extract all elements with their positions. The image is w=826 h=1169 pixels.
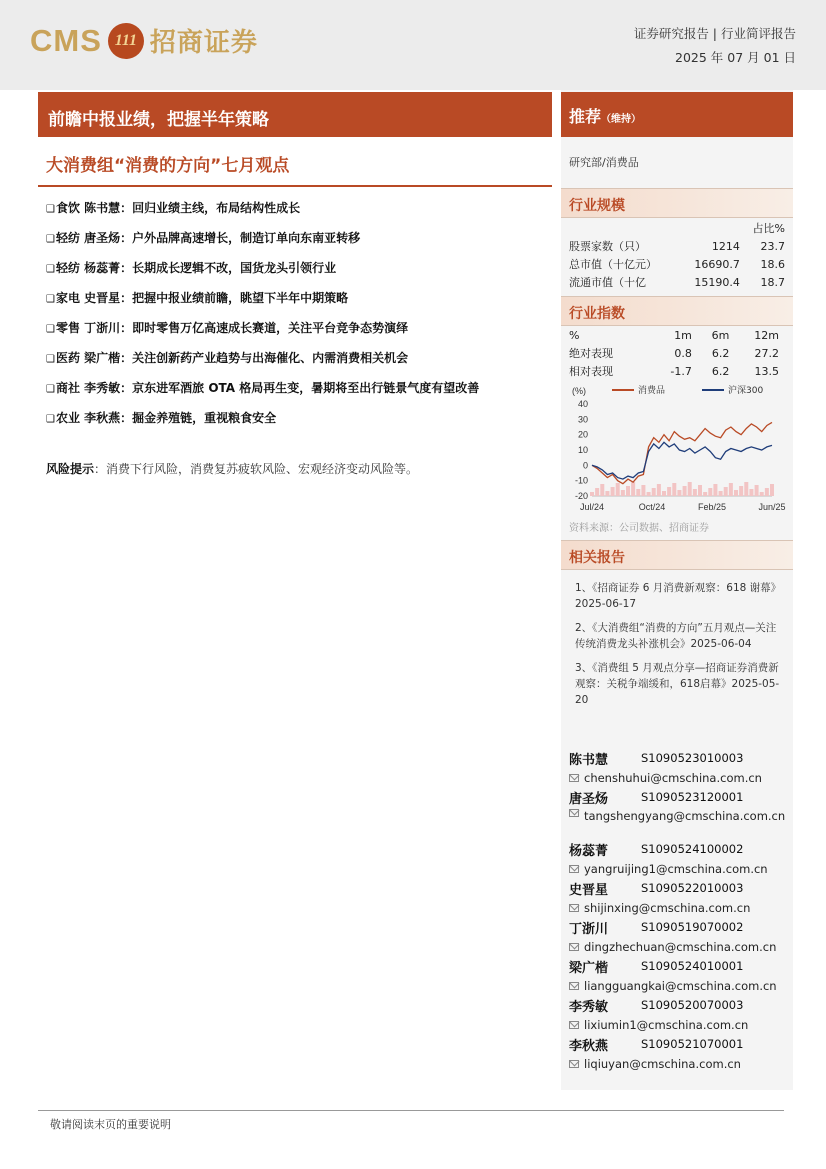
table-row bbox=[567, 344, 781, 362]
x-tick-label: Jun/25 bbox=[758, 502, 786, 512]
analyst-email-row bbox=[569, 1054, 789, 1073]
sector-text: 医药 梁广楷：关注创新药产业趋势与出海催化、内需消费相关机会 bbox=[55, 351, 409, 365]
row-label: 总市值（十亿元） bbox=[569, 258, 657, 271]
col-header: 12m bbox=[754, 329, 779, 342]
bullet-icon: ❑ bbox=[46, 294, 55, 305]
section-title-scale: 行业规模 bbox=[561, 188, 793, 218]
analyst-email[interactable]: dingzhechuan@cmschina.com.cn bbox=[584, 939, 777, 954]
risk-warning bbox=[46, 460, 418, 477]
volume-bar bbox=[755, 485, 759, 496]
volume-bar bbox=[621, 490, 625, 496]
sector-text: 轻纺 唐圣炀：户外品牌高速增长，制造订单向东南亚转移 bbox=[55, 231, 361, 245]
legend-label: 沪深300 bbox=[728, 386, 764, 396]
y-tick-label: -20 bbox=[574, 491, 588, 501]
analyst-email-row bbox=[569, 1015, 789, 1034]
analyst-cert: S1090524100002 bbox=[641, 842, 744, 856]
volume-bar bbox=[765, 488, 769, 496]
volume-bar bbox=[708, 488, 712, 496]
volume-bar bbox=[626, 486, 630, 496]
analyst-name: 李秋燕 bbox=[569, 1038, 609, 1054]
related-report-item: 3、《消费组 5 月观点分享—招商证券消费新观察：关税争端缓和，618启幕》2025-05-20 bbox=[575, 662, 780, 706]
analyst-name-row bbox=[569, 956, 789, 976]
analyst-name: 史晋星 bbox=[569, 882, 609, 898]
volume-bar bbox=[739, 486, 743, 496]
mail-icon bbox=[569, 774, 579, 782]
volume-bar bbox=[760, 492, 764, 496]
main-banner-title: 前瞻中报业绩，把握半年策略 bbox=[38, 92, 552, 137]
footer-divider bbox=[38, 1110, 784, 1111]
volume-bar bbox=[647, 492, 651, 496]
volume-bar bbox=[605, 491, 609, 496]
table-row bbox=[567, 273, 787, 291]
analyst-email-row bbox=[569, 807, 789, 839]
volume-bar bbox=[652, 488, 656, 496]
sector-item bbox=[46, 408, 546, 430]
analyst-name: 梁广楷 bbox=[569, 960, 609, 976]
col-header: 1m bbox=[674, 329, 692, 342]
series-line bbox=[592, 422, 772, 483]
footer-note: 敬请阅读末页的重要说明 bbox=[50, 1118, 171, 1131]
company-logo bbox=[30, 22, 258, 59]
sector-item bbox=[46, 378, 546, 400]
sector-text: 商社 李秀敏：京东进军酒旅 OTA 格局再生变，暑期将至出行链景气度有望改善 bbox=[55, 381, 480, 395]
mail-icon bbox=[569, 943, 579, 951]
scale-table bbox=[567, 219, 787, 291]
cell: -1.7 bbox=[670, 364, 692, 378]
analyst-cert: S1090521070001 bbox=[641, 1037, 744, 1051]
bullet-icon: ❑ bbox=[46, 354, 55, 365]
volume-bar bbox=[724, 487, 728, 496]
analyst-email-row bbox=[569, 937, 789, 956]
sector-item bbox=[46, 198, 546, 220]
analyst-cert: S1090524010001 bbox=[641, 959, 744, 973]
cell: 13.5 bbox=[754, 364, 779, 378]
chart-source: 资料来源：公司数据、招商证券 bbox=[569, 523, 709, 534]
sector-text: 家电 史晋星：把握中报业绩前瞻，眺望下半年中期策略 bbox=[55, 291, 349, 305]
logo-cn: 招商证券 bbox=[149, 28, 258, 58]
report-date: 2025 年 07 月 01 日 bbox=[675, 50, 796, 65]
row-pct: 18.7 bbox=[760, 275, 785, 289]
index-chart bbox=[562, 380, 792, 520]
table-row bbox=[567, 255, 787, 273]
scale-header: 占比% bbox=[752, 222, 785, 235]
sector-text: 食饮 陈书慧：回归业绩主线，布局结构性成长 bbox=[55, 201, 301, 215]
mail-icon bbox=[569, 865, 579, 873]
rating-note: （维持） bbox=[601, 114, 642, 125]
table-header bbox=[567, 327, 781, 344]
mail-icon bbox=[569, 1060, 579, 1068]
volume-bar bbox=[744, 482, 748, 496]
volume-bar bbox=[729, 483, 733, 496]
logo-latin: CMS bbox=[30, 22, 102, 58]
volume-bar bbox=[667, 487, 671, 496]
bullet-icon: ❑ bbox=[46, 204, 55, 215]
section-title-related: 相关报告 bbox=[561, 540, 793, 570]
analyst-email[interactable]: yangruijing1@cmschina.com.cn bbox=[584, 861, 768, 876]
volume-bar bbox=[713, 484, 717, 496]
y-tick-label: 0 bbox=[582, 460, 588, 471]
volume-bar bbox=[657, 484, 661, 496]
analyst-email-row bbox=[569, 898, 789, 917]
row-value: 15190.4 bbox=[694, 275, 740, 289]
analyst-name: 陈书慧 bbox=[569, 752, 609, 768]
analyst-email[interactable]: chenshuhui@cmschina.com.cn bbox=[584, 770, 762, 785]
legend-label: 消费品 bbox=[638, 386, 666, 396]
analyst-email-row bbox=[569, 976, 789, 995]
y-tick-label: -10 bbox=[574, 475, 588, 486]
y-tick-label: 30 bbox=[577, 414, 588, 425]
row-label: 相对表现 bbox=[569, 365, 613, 378]
sector-item bbox=[46, 228, 546, 250]
analyst-name-row bbox=[569, 917, 789, 937]
bullet-icon: ❑ bbox=[46, 234, 55, 245]
row-value: 16690.7 bbox=[694, 257, 740, 271]
volume-bar bbox=[636, 489, 640, 496]
volume-bar bbox=[616, 483, 620, 496]
analyst-name: 杨蕊菁 bbox=[569, 843, 609, 859]
volume-bar bbox=[595, 488, 599, 496]
volume-bar bbox=[641, 485, 645, 496]
analyst-email[interactable]: liangguangkai@cmschina.com.cn bbox=[584, 978, 777, 993]
report-type: 证券研究报告 | 行业简评报告 bbox=[633, 26, 796, 41]
header-meta bbox=[634, 22, 796, 70]
x-tick-label: Jul/24 bbox=[579, 502, 605, 512]
index-chart-svg bbox=[562, 380, 792, 520]
bullet-icon: ❑ bbox=[46, 324, 55, 335]
volume-bar bbox=[600, 484, 604, 496]
bullet-icon: ❑ bbox=[46, 264, 55, 275]
analyst-name-row bbox=[569, 878, 789, 898]
analyst-name-row bbox=[569, 748, 789, 768]
volume-bar bbox=[698, 485, 702, 496]
row-value: 1214 bbox=[711, 239, 740, 253]
related-report-item: 1、《招商证券 6 月消费新观察：618 谢幕》2025-06-17 bbox=[575, 582, 782, 610]
volume-bar bbox=[611, 487, 615, 496]
cell: 0.8 bbox=[674, 346, 692, 360]
mail-icon bbox=[569, 1021, 579, 1029]
analyst-name-row bbox=[569, 1034, 789, 1054]
y-tick-label: 40 bbox=[577, 399, 588, 409]
series-line bbox=[592, 442, 772, 479]
y-axis-label: (%) bbox=[572, 386, 586, 396]
divider bbox=[38, 185, 552, 187]
volume-bar bbox=[677, 490, 681, 496]
table-row bbox=[567, 362, 781, 380]
volume-bar bbox=[631, 482, 635, 496]
index-table bbox=[567, 327, 781, 380]
analyst-name-row bbox=[569, 995, 789, 1015]
analyst-cert: S1090523120001 bbox=[641, 790, 744, 804]
y-tick-label: 10 bbox=[577, 445, 588, 455]
cell: 27.2 bbox=[754, 346, 779, 360]
cell: 6.2 bbox=[711, 346, 730, 360]
related-reports bbox=[575, 580, 785, 716]
sector-item bbox=[46, 348, 546, 370]
row-label: 绝对表现 bbox=[569, 347, 613, 360]
analyst-name: 唐圣炀 bbox=[569, 791, 609, 807]
volume-bar bbox=[703, 492, 707, 496]
volume-bar bbox=[590, 492, 594, 496]
sector-list bbox=[46, 198, 546, 438]
volume-bar bbox=[688, 482, 692, 496]
table-row bbox=[567, 237, 787, 255]
main-subtitle: 大消费组“消费的方向”七月观点 bbox=[46, 156, 290, 176]
rating: 推荐 bbox=[569, 107, 602, 126]
volume-bar bbox=[770, 484, 774, 496]
analyst-email[interactable]: tangshengyang@cmschina.com.cn bbox=[584, 809, 786, 823]
volume-bar bbox=[734, 490, 738, 496]
sector-text: 轻纺 杨蕊菁：长期成长逻辑不改，国货龙头引领行业 bbox=[55, 261, 337, 275]
analyst-cert: S1090520070003 bbox=[641, 998, 744, 1012]
rating-banner bbox=[561, 92, 793, 137]
analyst-email[interactable]: lixiumin1@cmschina.com.cn bbox=[584, 1017, 749, 1032]
col-header: % bbox=[569, 329, 580, 342]
analyst-cert: S1090523010003 bbox=[641, 751, 744, 765]
logo-mark-icon: 111 bbox=[108, 23, 144, 59]
volume-bar bbox=[672, 483, 676, 496]
volume-bar bbox=[683, 486, 687, 496]
analyst-name-row bbox=[569, 787, 789, 807]
sector-item bbox=[46, 258, 546, 280]
sector-item bbox=[46, 288, 546, 310]
x-tick-label: Oct/24 bbox=[638, 502, 666, 512]
mail-icon bbox=[569, 982, 579, 990]
risk-text: ：消费下行风险，消费复苏疲软风险、宏观经济变动风险等。 bbox=[94, 462, 419, 476]
analyst-name: 李秀敏 bbox=[569, 999, 609, 1015]
analyst-email-row bbox=[569, 768, 789, 787]
analyst-email[interactable]: shijinxing@cmschina.com.cn bbox=[584, 900, 751, 915]
risk-label: 风险提示 bbox=[46, 462, 95, 476]
sector-text: 农业 李秋燕：掘金养殖链，重视粮食安全 bbox=[55, 411, 277, 425]
volume-bar bbox=[693, 489, 697, 496]
cell: 6.2 bbox=[711, 364, 730, 378]
sector-text: 零售 丁浙川：即时零售万亿高速成长赛道，关注平台竞争态势演绎 bbox=[55, 321, 409, 335]
analyst-name: 丁浙川 bbox=[569, 921, 609, 937]
analyst-email-row bbox=[569, 859, 789, 878]
row-pct: 23.7 bbox=[760, 239, 785, 253]
volume-bar bbox=[719, 491, 723, 496]
col-header: 6m bbox=[711, 329, 730, 342]
analyst-list bbox=[569, 748, 789, 1073]
mail-icon bbox=[569, 904, 579, 912]
row-label: 流通市值（十亿 bbox=[569, 276, 646, 289]
row-pct: 18.6 bbox=[760, 257, 785, 271]
analyst-name-row bbox=[569, 839, 789, 859]
department: 研究部/消费品 bbox=[569, 156, 639, 169]
sector-item bbox=[46, 318, 546, 340]
y-tick-label: 20 bbox=[577, 429, 588, 440]
related-report-item: 2、《大消费组“消费的方向”五月观点—关注传统消费龙头补涨机会》2025-06-04 bbox=[575, 622, 777, 650]
x-tick-label: Feb/25 bbox=[697, 502, 727, 512]
bullet-icon: ❑ bbox=[46, 384, 55, 395]
analyst-email[interactable]: liqiuyan@cmschina.com.cn bbox=[584, 1056, 741, 1071]
row-label: 股票家数（只） bbox=[569, 240, 646, 253]
volume-bar bbox=[749, 489, 753, 496]
bullet-icon: ❑ bbox=[46, 414, 55, 425]
section-title-index: 行业指数 bbox=[561, 296, 793, 326]
analyst-cert: S1090519070002 bbox=[641, 920, 744, 934]
volume-bar bbox=[662, 491, 666, 496]
mail-icon bbox=[569, 809, 579, 817]
analyst-cert: S1090522010003 bbox=[641, 881, 744, 895]
